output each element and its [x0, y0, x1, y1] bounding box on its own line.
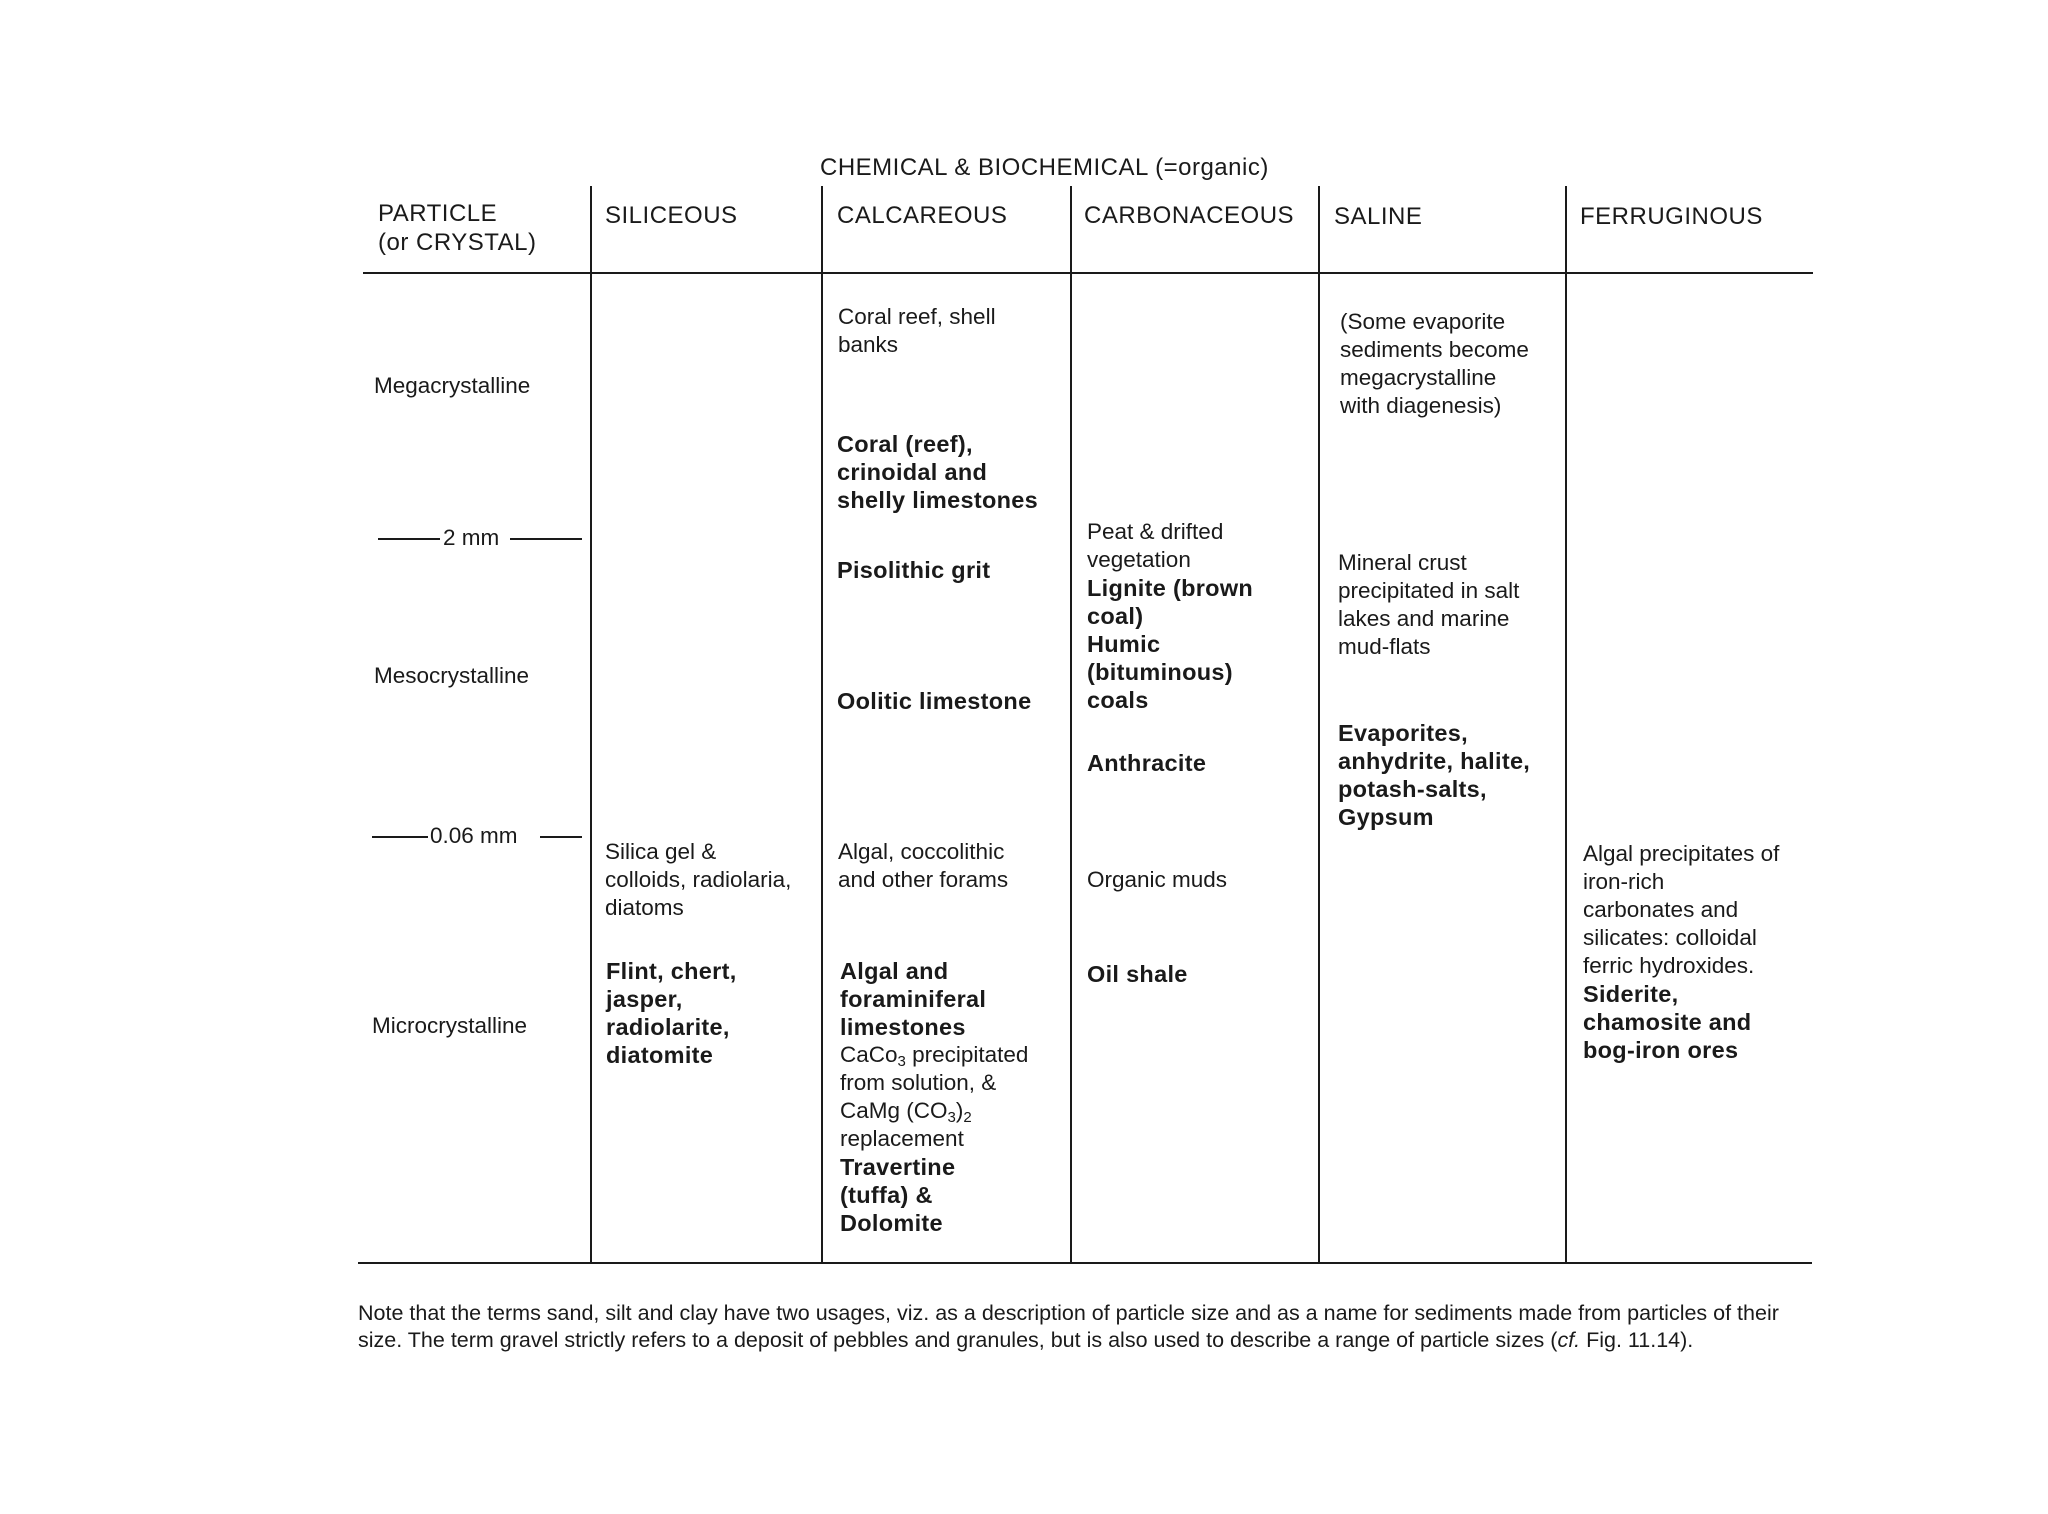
header-calcareous: CALCAREOUS: [837, 202, 1008, 229]
divider-carbonaceous-saline: [1318, 186, 1320, 1263]
calcareous-coral-limestones: Coral (reef), crinoidal and shelly limestones: [837, 431, 1039, 513]
ferruginous-siderite: Siderite, chamosite and bog-iron ores: [1583, 981, 1752, 1063]
dash-006mm-left: [372, 836, 428, 838]
header-particle-line1: PARTICLE: [378, 200, 498, 227]
calcareous-pisolithic-grit: Pisolithic grit: [837, 557, 991, 583]
carbonaceous-peat: Peat & drifted vegetation: [1087, 519, 1224, 572]
header-carbonaceous: CARBONACEOUS: [1084, 202, 1295, 229]
carbonaceous-lignite-humic: Lignite (brown coal) Humic (bituminous) coals: [1087, 575, 1254, 713]
calcareous-from-solution: from solution, &: [840, 1070, 997, 1095]
dash-2mm-right: [510, 538, 582, 540]
saline-evaporites: Evaporites, anhydrite, halite, potash-salts, Gypsum: [1338, 720, 1531, 830]
header-siliceous: SILICEOUS: [605, 202, 738, 229]
calcareous-replacement: replacement: [840, 1126, 964, 1151]
divider-particle-siliceous: [590, 186, 592, 1263]
calcareous-algal-limestones: Algal and foraminiferal limestones: [840, 958, 987, 1040]
size-megacrystalline: Megacrystalline: [374, 373, 531, 398]
siliceous-flint: Flint, chert, jasper, radiolarite, diatomite: [606, 958, 737, 1068]
header-particle-line2: (or CRYSTAL): [378, 229, 537, 256]
footnote: Note that the terms sand, silt and clay have two usages, viz. as a description of particle size and as a name for sediments made from particles of their size. The term gravel strictly refers to a deposit of pebbles and granules, but is also used to describe a range of particle sizes (cf. Fig. 11.14).: [358, 1301, 1779, 1352]
super-header: CHEMICAL & BIOCHEMICAL (=organic): [820, 154, 1269, 181]
size-microcrystalline: Microcrystalline: [372, 1013, 528, 1038]
table-bottom-rule: [358, 1262, 1812, 1264]
calcareous-algal-forams: Algal, coccolithic and other forams: [838, 839, 1009, 892]
saline-evaporite-note: (Some evaporite sediments become megacrystalline with diagenesis): [1340, 309, 1529, 418]
dash-2mm-left: [378, 538, 440, 540]
ferruginous-algal-precipitates: Algal precipitates of iron-rich carbonates and silicates: colloidal ferric hydroxides.: [1583, 841, 1780, 978]
header-bottom-rule: [363, 272, 1813, 274]
calcareous-camg: CaMg $(CO_3)_2$: [840, 1098, 972, 1126]
calcareous-caco3: CaCo$_3$ precipitated: [840, 1042, 1029, 1070]
divider-saline-ferruginous: [1565, 186, 1567, 1263]
header-ferruginous: FERRUGINOUS: [1580, 203, 1763, 230]
header-saline: SALINE: [1334, 203, 1423, 230]
carbonaceous-organic-muds: Organic muds: [1087, 867, 1228, 892]
size-2mm: 2 mm: [443, 525, 500, 550]
size-0.06mm: 0.06 mm: [430, 823, 518, 848]
calcareous-travertine: Travertine (tuffa) & Dolomite: [840, 1154, 956, 1236]
size-mesocrystalline: Mesocrystalline: [374, 663, 530, 688]
carbonaceous-anthracite: Anthracite: [1087, 750, 1207, 776]
divider-siliceous-calcareous: [821, 186, 823, 1263]
dash-006mm-right: [540, 836, 582, 838]
saline-mineral-crust: Mineral crust precipitated in salt lakes and marine mud-flats: [1338, 550, 1520, 659]
siliceous-silica-gel: Silica gel & colloids, radiolaria, diatoms: [605, 839, 792, 920]
calcareous-oolitic-limestone: Oolitic limestone: [837, 688, 1032, 714]
calcareous-coral-reef: Coral reef, shell banks: [838, 304, 996, 357]
divider-calcareous-carbonaceous: [1070, 186, 1072, 1263]
carbonaceous-oil-shale: Oil shale: [1087, 961, 1188, 987]
